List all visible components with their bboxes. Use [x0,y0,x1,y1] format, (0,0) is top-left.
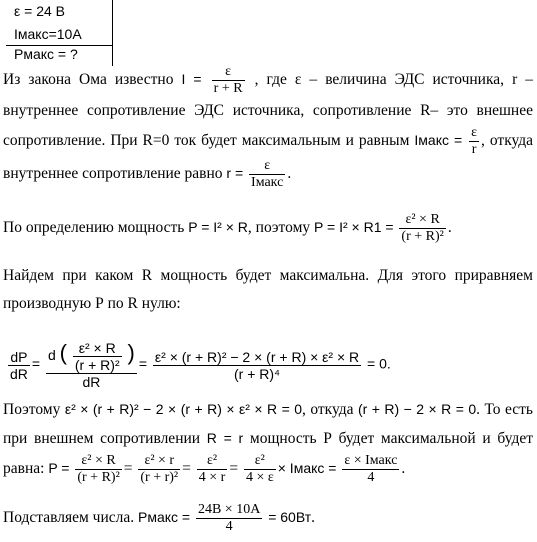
p5-text: Подставляем числа. [3,509,135,527]
p2-text-b: , поэтому [247,219,311,237]
pmax-frac-4-num: ε² [254,453,265,468]
result-deriv-fraction [153,349,361,382]
paragraph-power: По определению мощность P = I² × R, поэтому P = I² × R1 = $\frac{\text{ε² × R}}{\text{(r + R)²}}$ . [3,212,452,244]
pmax-frac-5-den: 4 [342,469,399,486]
p1-text-c: откуда внутреннее сопротивление равно [3,132,534,183]
R-eq-r: R = r [206,430,244,446]
p3-text: Найдем при каком R мощность будет максимальна. Для этого приравняем производную Р по R нулю: [3,267,533,312]
given-emf: ε = 24 В [14,3,65,19]
power-sub: P = I² × R1 = [314,219,394,236]
big-deriv-num: d ( $\frac{\text{ε² × R}}{\text{(r + R)²}}$ ) [47,340,135,373]
pmax-frac-5 [342,453,399,486]
ohm-num: ε [225,64,232,79]
r-eq-lhs: r = [226,165,244,182]
p4-text-a: Поэтому [3,401,61,418]
pmax-frac-4-den: 4 × ε [245,470,274,485]
p2-text-a: По определению мощность [3,219,185,237]
dP-dR-fraction [8,349,30,382]
r-fraction [249,158,285,191]
pmax-frac-4 [244,453,276,486]
pmax-frac-3-den: 4 × r [198,470,226,485]
power-den: (r + R)² [401,229,444,244]
deriv-eq-zero: = 0 [367,355,387,372]
dP: dP [10,348,28,365]
imax-den: r [469,141,479,158]
power-num: ε² × R [405,212,440,227]
p4-text-c: . То есть при внешнем сопротивлении [3,401,533,447]
paragraph-derivative-intro [3,262,533,318]
ohm-lhs: I = [181,71,202,88]
p1-text-b: , где ε – величина ЭДС источника, r – внутреннее сопротивление ЭДС источника, сопротивление R– это внешнее сопротивление. При R=0 ток будет максимальным и равным [3,71,534,150]
pmax-frac-2 [138,453,180,486]
power-def: P = I² × R [188,219,248,236]
paragraph-ohm: Из закона Ома известно I = $\frac{\varepsilon}{r + R}$ , где ε – величина ЭДС источника, r – внутреннее сопротивление ЭДС источника, сопротивление R– это внешнее сопротивление. При R=0 ток будет максимальным и равным Iмакс = $\frac{\varepsilon}{r}$ , откуда внутреннее сопротивление равно r = $\frac{\varepsilon}{\text{Iмакс}}$ . [3,64,534,190]
pmax-frac-2-den: (r + r)² [140,470,179,485]
pmax-frac-3-num: ε² [207,453,218,468]
dR: dR [10,365,28,382]
inner-fraction [73,340,122,373]
pmax-frac-3 [197,453,228,486]
imax-lhs: Iмакс = [414,132,463,149]
big-deriv-den: dR [46,373,137,390]
pmax-frac-2-num: ε² × r [144,453,175,468]
inner-den: (r + R)² [74,357,120,373]
paragraph-numbers: Подставляем числа. Pмакс = $\frac{24В \times 10А}{4}$ = 60Вт. [3,502,315,534]
r-den: Iмакс [251,175,284,190]
pmax-num-lhs: Pмакс = [137,509,191,526]
power-fraction [399,212,445,245]
numeric-den: 4 [196,518,262,535]
ohm-den: r + R [213,81,243,96]
numeric-num: 24В × 10А [197,502,261,517]
result-deriv-num: ε² × (r + R)² − 2 × (r + R) × ε² × R [154,348,360,365]
pmax-frac-5-num: ε × Iмакс [344,453,398,468]
result: = 60Вт [268,509,312,526]
ohm-fraction [212,64,245,97]
big-derivative-fraction [46,340,137,390]
derivative-equation: $\frac{dP}{dR}$ = d ( $\frac{\text{ε² × R}}{\text{(r + R)²}}$ ) dR = $\frac{\text{ε² × (r + R)² − 2 × (r + R) × ε² × R}}{\text{(r + R)⁴}}$ = 0. [10,340,391,390]
p1-text-a: Из закона Ома известно [3,71,174,89]
numeric-fraction [196,502,262,535]
d-symbol: d [47,347,56,364]
pmax-frac-1 [75,453,121,486]
pmax-lhs: P = [48,460,70,477]
pmax-frac-1-num: ε² × R [81,453,116,468]
paragraph-condition: Поэтому ε² × (r + R)² − 2 × (r + R) × ε² × R = 0, откуда (r + R) − 2 × R = 0. То есть при внешнем сопротивлении R = r мощность Р будет максимальной и будет равна: P = $\frac{\text{ε² × R}}{\text{(r + R)²}}$ = $\frac{\text{ε² × r}}{\text{(r + r)²}}$ = $\frac{\text{ε²}}{4 \times r}$ = $\frac{\text{ε²}}{4 \times \varepsilon}$ × Iмакс = $\frac{\text{ε × Iмакс}}{4}$ . [3,401,534,485]
condition-eq: ε² × (r + R)² − 2 × (r + R) × ε² × R = 0 [64,401,303,417]
r-num: ε [264,158,271,173]
p4-text-b: , откуда [302,401,354,418]
inner-num: ε² × R [78,340,116,356]
given-pmax: Рмакс = ? [14,46,78,62]
given-vertical-rule [112,0,113,66]
imax-fraction [469,125,479,158]
times-imax: × Iмакс = [277,460,337,477]
pmax-frac-1-den: (r + R)² [77,470,120,485]
given-imax: Iмакс=10А [14,26,82,42]
given-block [6,0,112,66]
result-deriv-den: (r + R)⁴ [153,365,361,382]
imax-num: ε [471,125,478,140]
condition-eq2: (r + R) − 2 × R = 0 [357,401,477,417]
p4-text-d: мощность Р будет максимальной и будет равна: [3,430,534,478]
